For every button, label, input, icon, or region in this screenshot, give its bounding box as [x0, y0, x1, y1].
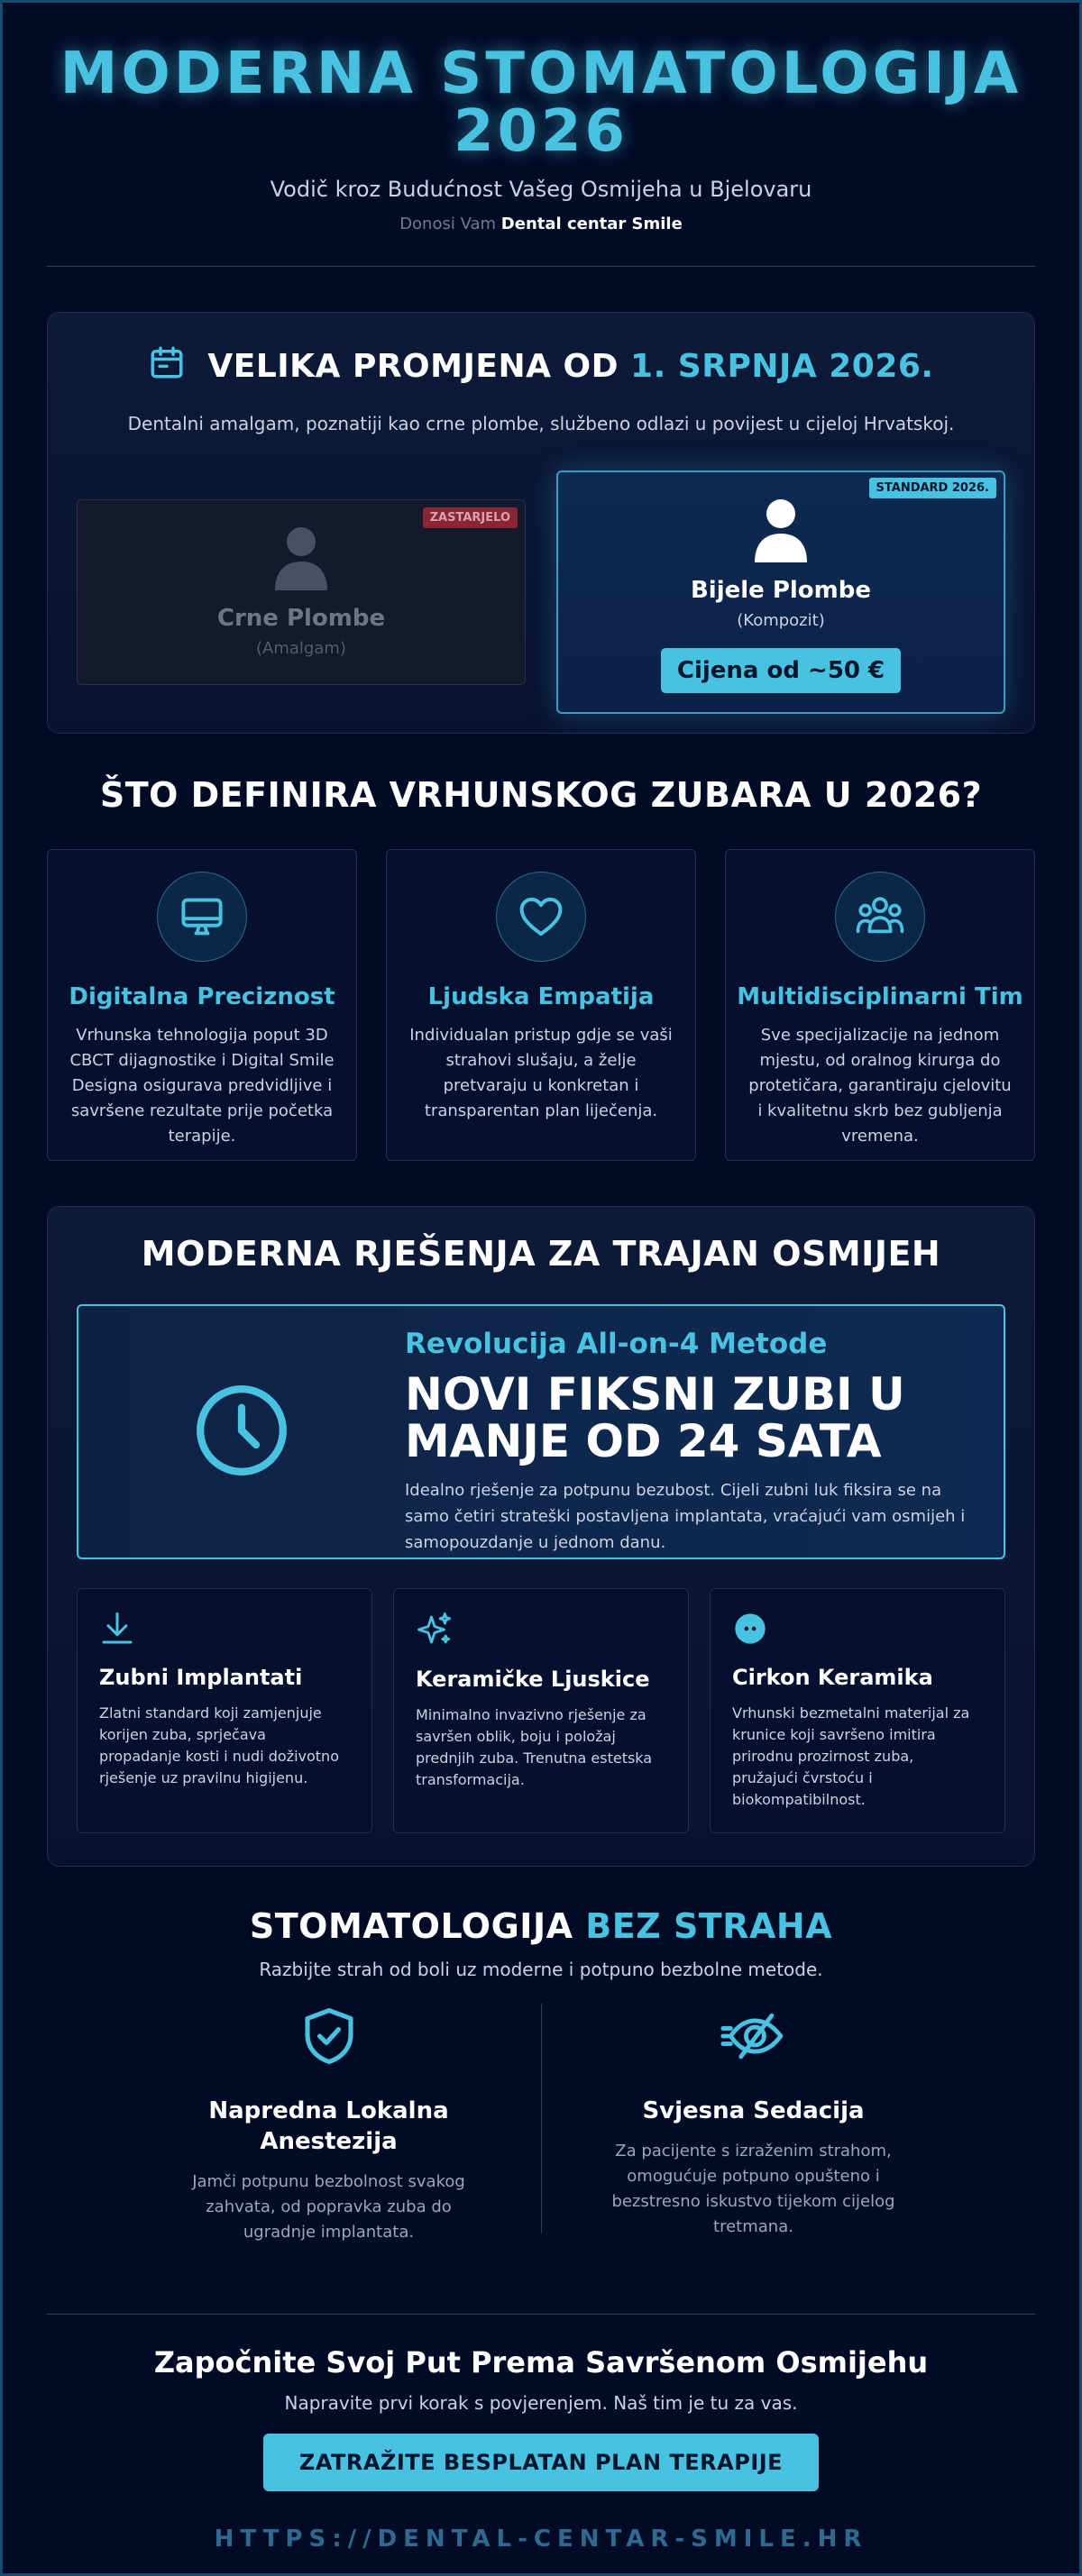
website-link[interactable]: HTTPS://DENTAL-CENTAR-SMILE.HR [214, 2526, 868, 2553]
highlight-kicker: Revolucija All-on-4 Metode [405, 1328, 828, 1360]
solution-title: Zubni Implantati [99, 1665, 303, 1690]
title-line-1: MODERNA STOMATOLOGIJA [60, 41, 1022, 107]
page-content [47, 0, 1035, 2553]
solution-text: Vrhunski bezmetalni materijal za krunice koji savršeno imitira prirodnu prozirnost zuba, pružajući čvrstoću i biokompatibilnost. [732, 1704, 970, 1808]
highlight-text: Idealno rješenje za potpunu bezubost. Cijeli zubni luk fiksira se na samo četiri strateški postavljena implantata, vraćajući vam osmijeh i samopouzdanje u jednom danu. [405, 1481, 966, 1552]
fillings-comparison [77, 470, 1005, 714]
amalgam-change-section [47, 312, 1035, 734]
solution-cards [77, 1588, 1005, 1833]
eye-sedation-icon [720, 2055, 787, 2072]
cta-divider [47, 2314, 1035, 2315]
team-icon [835, 872, 925, 962]
no-fear-section [47, 1906, 1035, 2245]
definition-title: ŠTO DEFINIRA VRHUNSKOG ZUBARA U 2026? [99, 775, 983, 815]
no-fear-title [47, 1906, 1035, 1946]
clock-icon [192, 1381, 291, 1484]
cta-section [47, 2314, 1035, 2553]
highlight-headline [405, 1368, 977, 1467]
method-title-line-2: Anestezija [260, 2128, 398, 2155]
new-filling-title: Bijele Plombe [690, 577, 872, 604]
solutions-section [47, 1206, 1035, 1867]
person-icon [558, 498, 1004, 568]
no-fear-methods [47, 2004, 1035, 2245]
monitor-icon [157, 872, 247, 962]
solution-title: Cirkon Keramika [732, 1665, 933, 1690]
solution-card [77, 1588, 372, 1833]
no-fear-subtitle: Razbijte strah od boli uz moderne i potpuno bezbolne metode. [259, 1959, 823, 1980]
feature-title: Ljudska Empatija [427, 983, 655, 1010]
page-header [47, 0, 1035, 267]
method-text: Jamči potpunu bezbolnost svakog zahvata, od popravka zuba do ugradnje implantata. [192, 2172, 465, 2242]
implant-icon [99, 1633, 135, 1650]
old-filling-title: Crne Plombe [216, 605, 386, 632]
method-title [542, 2096, 966, 2126]
standard-badge: STANDARD 2026. [869, 478, 996, 498]
page-title [47, 0, 1035, 165]
presented-by [47, 215, 1035, 233]
no-fear-title-accent: BEZ STRAHA [585, 1906, 833, 1946]
solution-card [393, 1588, 689, 1833]
method-text: Za pacijente s izraženim strahom, omogućuje potpuno opušteno i bezstresno iskustvo tijekom cijelog tretmana. [611, 2142, 895, 2236]
change-title-date: 1. SRPNJA 2026. [630, 348, 934, 385]
cta-subtitle: Napravite prvi korak s povjerenjem. Naš tim je tu za vas. [284, 2392, 798, 2414]
no-fear-title-prefix: STOMATOLOGIJA [249, 1906, 573, 1946]
definition-section [47, 775, 1035, 1161]
person-icon-muted [78, 525, 525, 596]
feature-card [725, 849, 1035, 1161]
old-filling-card [77, 499, 526, 685]
solution-card [710, 1588, 1005, 1833]
zircon-icon [732, 1633, 768, 1650]
feature-card [386, 849, 696, 1161]
old-filling-subtitle: (Amalgam) [256, 639, 346, 658]
title-line-2: 2026 [453, 98, 629, 165]
clinic-name: Dental centar Smile [500, 215, 683, 233]
change-title-prefix: VELIKA PROMJENA OD [207, 348, 619, 385]
header-divider [47, 266, 1035, 267]
method-title-line-1: Napredna Lokalna [208, 2097, 449, 2124]
all-on-4-highlight [77, 1304, 1005, 1559]
feature-title: Multidisciplinarni Tim [737, 983, 1023, 1010]
cta-title: Započnite Svoj Put Prema Savršenom Osmijehu [153, 2345, 929, 2380]
request-plan-button[interactable]: ZATRAŽITE BESPLATAN PLAN TERAPIJE [263, 2434, 819, 2491]
feature-title: Digitalna Preciznost [69, 983, 335, 1010]
headline-line-2: MANJE OD 24 SATA [405, 1415, 882, 1467]
page-subtitle: Vodič kroz Budućnost Vašeg Osmijeha u Bjelovaru [270, 177, 812, 202]
shield-check-icon [297, 2055, 362, 2072]
change-description: Dentalni amalgam, poznatiji kao crne plombe, službeno odlazi u povijest u cijeloj Hrvatskoj. [127, 413, 955, 434]
method-title-line-1: Svjesna Sedacija [642, 2097, 865, 2124]
method-column [542, 2004, 966, 2245]
solution-title: Keramičke Ljuskice [416, 1667, 650, 1692]
new-filling-card [556, 470, 1005, 714]
feature-text: Individualan pristup gdje se vaši strahovi slušaju, a želje pretvaraju u konkretan i transparentan plan liječenja. [409, 1026, 673, 1120]
heart-icon [496, 872, 586, 962]
feature-text: Sve specijalizacije na jednom mjestu, od oralnog kirurga do protetičara, garantiraju cjelovitu i kvalitetnu skrb bez gubljenja vremena. [748, 1026, 1012, 1146]
solutions-title: MODERNA RJEŠENJA ZA TRAJAN OSMIJEH [141, 1234, 941, 1274]
solution-text: Zlatni standard koji zamjenjuje korijen zuba, sprječava propadanje kosti i nudi doživotno rješenje uz pravilnu higijenu. [99, 1704, 339, 1786]
price-button[interactable]: Cijena od ~50 € [661, 648, 901, 693]
method-title [117, 2096, 541, 2157]
new-filling-subtitle: (Kompozit) [737, 611, 825, 630]
solution-text: Minimalno invazivno rješenje za savršen oblik, boju i položaj prednjih zuba. Trenutna estetska transformacija. [416, 1706, 653, 1788]
feature-card [47, 849, 357, 1161]
headline-line-1: NOVI FIKSNI ZUBI U [405, 1368, 905, 1420]
feature-text: Vrhunska tehnologija poput 3D CBCT dijagnostike i Digital Smile Designa osigurava predvidljive i savršene rezultate prije početka terapije. [69, 1026, 335, 1146]
presented-by-prefix: Donosi Vam [399, 215, 497, 233]
definition-cards [47, 849, 1035, 1161]
change-title [77, 343, 1005, 389]
method-column [117, 2004, 541, 2245]
sparkles-icon [416, 1635, 454, 1652]
calendar-icon [148, 343, 186, 389]
obsolete-badge: ZASTARJELO [423, 507, 518, 528]
